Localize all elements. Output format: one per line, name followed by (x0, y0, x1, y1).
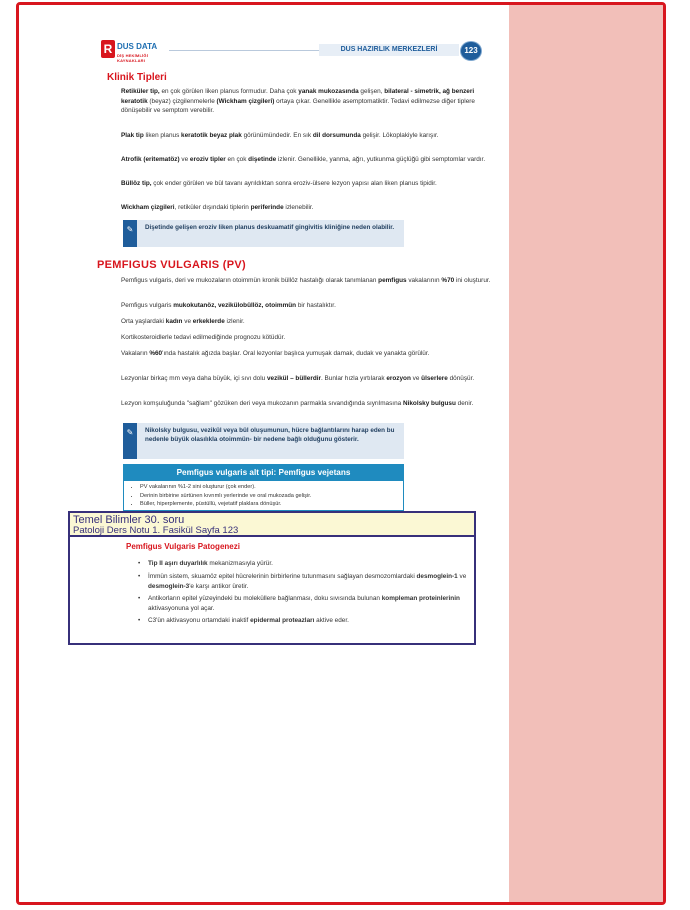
paragraph-retikuler: Retiküler tip, en çok görülen liken planus formudur. Daha çok yanak mukozasında gelişen, bilateral - simetrik, ağ benzeri keratotik (beyaz) çizgilenmelerle (Wickham çizgileri) ortaya çıkar. Genellikle asemptomatiktir. Tedavi edilmezse diğer tiplere dönüşebilir ve semptom verebilir. (121, 88, 475, 114)
patogenez-item: • C3'ün aktivasyonu ortamdaki inaktif epidermal proteazları aktive eder. (148, 616, 468, 626)
note-box-nikolsky (123, 423, 404, 459)
paragraph-pv-yas: Orta yaşlardaki kadın ve erkeklerde izlenir. (121, 318, 245, 325)
source-overlay (68, 511, 476, 645)
note-text: Dişetinde gelişen eroziv liken planus deskuamatif gingivitis kliniğine neden olabilir. (145, 224, 395, 231)
patogenez-item: • İmmün sistem, skuamöz epitel hücrelerinin birbirlerine tutunmasını sağlayan desmozomlardaki desmoglein-1 ve desmoglein-3'e karşı antikor üretir. (148, 572, 468, 591)
source-line-1: Temel Bilimler 30. soru (73, 514, 185, 526)
document-page (19, 5, 509, 905)
page-frame (16, 2, 666, 905)
source-label (70, 513, 474, 537)
paragraph-wickham: Wickham çizgileri, retiküler dışındaki tiplerin periferinde izlenebilir. (121, 204, 314, 211)
pencil-icon: ✎ (126, 225, 134, 234)
note-text: Nikolsky bulgusu, vezikül veya bül oluşumunun, hücre bağlantılarını harap eden bu nedenle büyük olasılıkla otoimmün- bir nedene bağlı olduğunu gösterir. (145, 427, 395, 443)
publisher-logo (101, 40, 159, 64)
logo-text: DUS DATA (117, 42, 158, 51)
info-box-title: Pemfigus vulgaris alt tipi: Pemfigus vejetans (123, 464, 404, 481)
logo-subtitle: DİŞ HEKİMLİĞİ KAYNAKLARI (117, 53, 149, 63)
pencil-icon: ✎ (126, 428, 134, 437)
paragraph-pv-lezyon: Lezyonlar birkaç mm veya daha büyük, içi sıvı dolu vezikül – büllerdir. Bunlar hızla yırtılarak erozyon ve ülserlere dönüşür. (121, 375, 475, 382)
paragraph-pv-mukokutanoz: Pemfigus vulgaris mukokutanöz, vezikülobüllöz, otoimmün bir hastalıktır. (121, 302, 336, 309)
paragraph-pv-kortiko: Kortikosteroidlerle tedavi edilmediğinde prognozu kötüdür. (121, 334, 286, 341)
paragraph-bulloz: Büllöz tip, çok ender görülen ve bül tavanı ayrıldıktan sonra eroziv-ülsere lezyon yapısı alan liken planus tipidir. (121, 180, 437, 187)
note-box-eroziv (123, 220, 404, 247)
subheading-patogenez: Pemfigus Vulgaris Patogenezi (126, 542, 240, 551)
header-rule (169, 50, 319, 51)
info-box-item: • Büller, hiperplemente, püstüllü, vejetatif plaklara dönüşür. (140, 500, 403, 509)
paragraph-pv-tanim: Pemfigus vulgaris, deri ve mukozaların otoimmün kronik büllöz hastalığı olarak tanımlanan pemfigus vakalarının %70 ini oluşturur. (121, 277, 491, 284)
side-margin (509, 5, 666, 905)
source-line-2: Patoloji Ders Notu 1. Fasikül Sayfa 123 (73, 525, 239, 536)
info-box-body (123, 481, 404, 511)
paragraph-atrofik: Atrofik (eritematöz) ve eroziv tipler en çok dişetinde izlenir. Genellikle, yanma, ağrı, yutkunma güçlüğü gibi semptomlar vardır. (121, 156, 486, 163)
header-title: DUS HAZIRLIK MERKEZLERİ (319, 44, 459, 56)
paragraph-plak: Plak tip liken planus keratotik beyaz plak görünümündedir. En sık dil dorsumunda gelişir. Lökoplakiyle karışır. (121, 132, 439, 139)
section-heading-pemfigus: PEMFIGUS VULGARIS (PV) (97, 259, 246, 271)
page-number-badge: 123 (460, 41, 482, 61)
info-box-item: • Derinin birbirine sürtünen kıvrımlı yerlerinde ve oral mukozada gelişir. (140, 492, 403, 501)
info-box-item: • PV vakalarının %1-2 sini oluşturur (çok ender). (140, 483, 403, 492)
section-heading-klinik: Klinik Tipleri (107, 72, 167, 83)
paragraph-pv-nikolsky: Lezyon komşuluğunda "sağlam" gözüken deri veya mukozanın parmakla sıvandığında sıyrılmasına Nikolsky bulgusu denir. (121, 400, 474, 407)
paragraph-pv-oral: Vakaların %60'ında hastalık ağızda başlar. Oral lezyonlar başlıca yumuşak damak, dudak ve yanakta görülür. (121, 350, 430, 357)
logo-letter: R (101, 40, 115, 58)
patogenez-item: • Antikorların epitel yüzeyindeki bu moleküllere bağlanması, doku sıvısında bulunan kompleman proteinlerinin aktivasyonuna yol açar. (148, 594, 468, 613)
patogenez-item: • Tip II aşırı duyarlılık mekanizmasıyla yürür. (148, 559, 468, 569)
